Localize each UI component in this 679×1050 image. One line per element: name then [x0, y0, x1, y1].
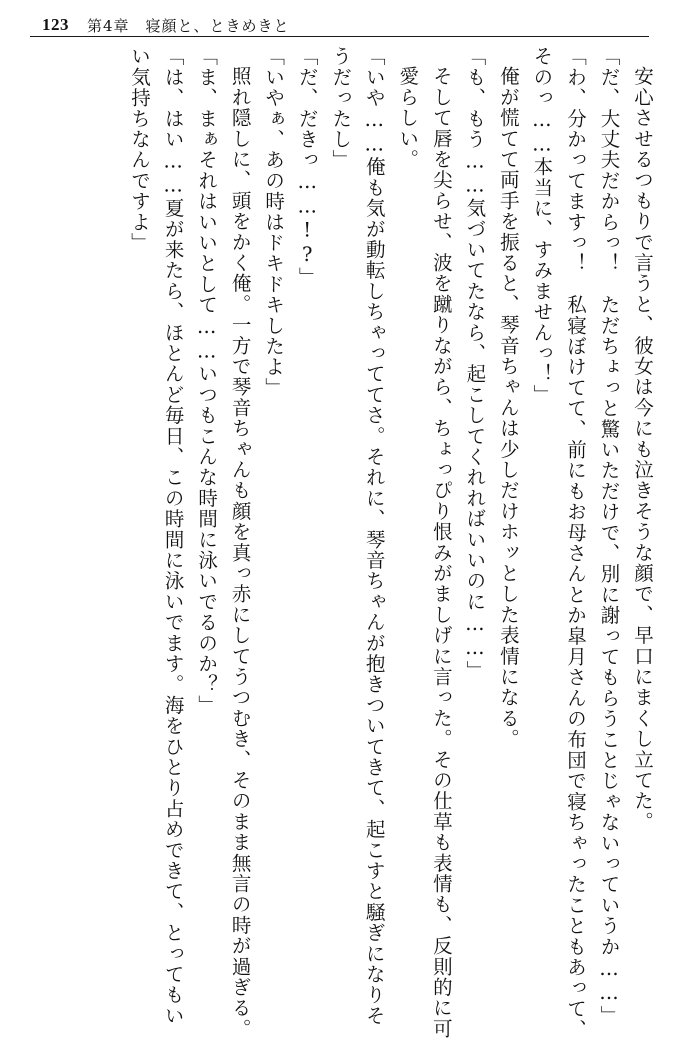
header-divider	[30, 36, 649, 37]
paragraph: 「は、はい……夏が来たら、ほとんど毎日、この時間に泳いでます。海をひとり占めできて、とってもいい気持ちなんですよ」	[128, 46, 185, 1026]
paragraph: 「も、もう……気づいてたなら、起こしてくれればいいのに……」	[463, 46, 487, 681]
paragraph: 「わ、分かってますっ！ 私寝ぼけてて、前にもお母さんとか皐月さんの布団で寝ちゃったこともあって、そのっ……本当に、すみませんっ！」	[530, 46, 587, 1040]
paragraph: 俺が慌てて両手を振ると、琴音ちゃんは少しだけホッとした表情になる。	[496, 66, 520, 750]
paragraph: 「いや……俺も気が動転しちゃっててさ。それに、琴音ちゃんが抱きついてきて、起こすと騒ぎになりそうだったし」	[329, 46, 386, 1026]
paragraph: 「ま、まぁそれはいいとして……いつもこんな時間に泳いでるのか？」	[195, 46, 219, 716]
paragraph: 「だ、だきっ……!?」	[295, 46, 319, 288]
paragraph: 照れ隠しに、頭をかく俺。一方で琴音ちゃんも顔を真っ赤にしてうつむき、そのまま無言の時が過ぎる。	[228, 66, 252, 1039]
page-number: 123	[42, 15, 69, 34]
paragraph: 安心させるつもりで言うと、彼女は今にも泣きそうな顔で、早口にまくし立てた。	[631, 66, 654, 832]
paragraph: そして唇を尖らせ、波を蹴りながら、ちょっぴり恨みがましげに言った。その仕草も表情も、反則的に可愛らしい。	[396, 66, 453, 1039]
page-body-text	[24, 46, 659, 1040]
paragraph: 「いやぁ、あの時はドキドキしたよ」	[262, 46, 286, 398]
chapter-title: 第4章 寝顔と、ときめきと	[87, 16, 290, 35]
paragraph: 「だ、大丈夫だからっ！ ただちょっと驚いただけで、別に謝ってもらうことじゃないっていうか……」	[597, 46, 621, 1026]
running-header	[0, 0, 679, 40]
